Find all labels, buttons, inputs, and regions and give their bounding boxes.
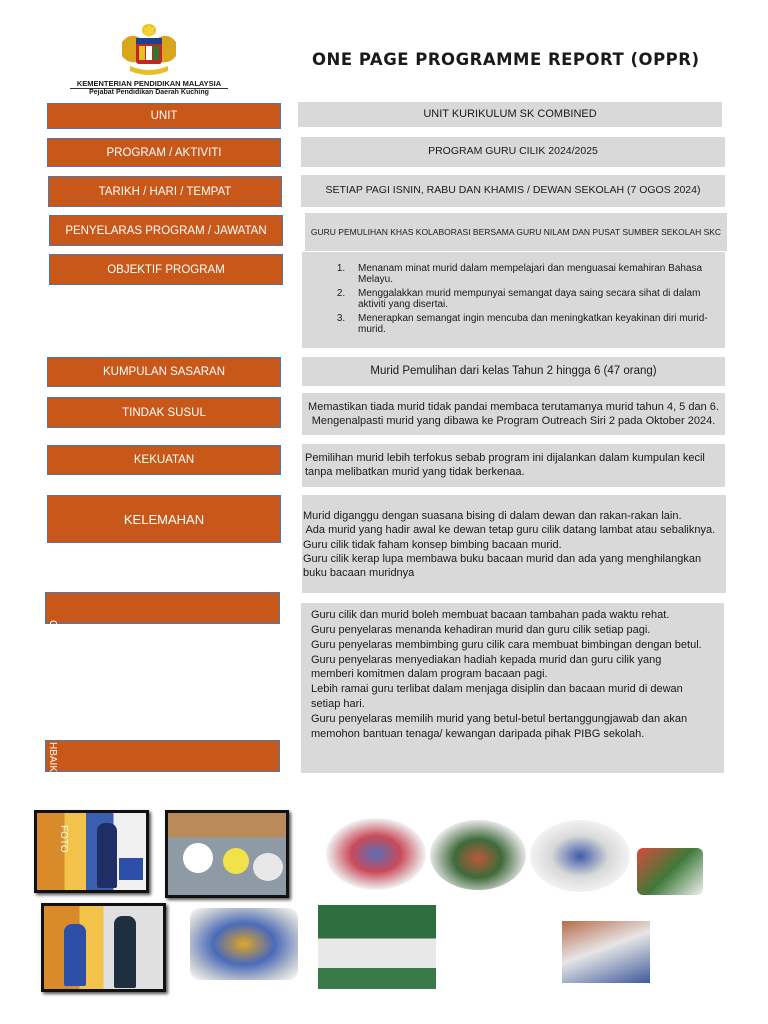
student-shape	[223, 848, 249, 874]
ministry-name: KEMENTERIAN PENDIDIKAN MALAYSIA	[76, 79, 222, 88]
activity-photo	[165, 810, 289, 898]
kelemahan-line: Murid diganggu dengan suasana bising di dalam dewan dan rakan-rakan lain.	[303, 510, 682, 522]
objektif-label: OBJEKTIF PROGRAM	[49, 254, 283, 285]
activity-photo	[190, 908, 298, 980]
kelemahan-line: Guru cilik tidak faham konsep bimbing bacaan murid.	[303, 538, 562, 551]
program-label: PROGRAM / AKTIVITI	[47, 138, 281, 167]
tindak-line: Memastikan tiada murid tidak pandai membaca terutamanya murid tahun 4, 5 dan 6.	[308, 400, 719, 413]
person-shape	[97, 823, 117, 888]
cadangan-line: Guru penyelaras menyediakan hadiah kepada murid dan guru cilik yang memberi komitmen dalam program bacaan pagi.	[311, 653, 662, 681]
kelemahan-box	[302, 495, 726, 593]
cadangan-line: Guru penyelaras menanda kehadiran murid dan guru cilik setiap pagi.	[311, 623, 651, 636]
cadangan-label-bottom	[45, 740, 280, 772]
page-title: ONE PAGE PROGRAMME REPORT (OPPR)	[312, 50, 700, 69]
kumpulan-label: KUMPULAN SASARAN	[47, 357, 281, 387]
office-name: Pejabat Pendidikan Daerah Kuching	[89, 89, 209, 96]
kekuatan-label: KEKUATAN	[47, 445, 281, 475]
unit-value: UNIT KURIKULUM SK COMBINED	[298, 102, 722, 127]
program-value: PROGRAM GURU CILIK 2024/2025	[301, 137, 725, 167]
student-shape	[253, 853, 283, 881]
penyelaras-label: PENYELARAS PROGRAM / JAWATAN	[49, 215, 283, 246]
kelemahan-label: KELEMAHAN	[47, 495, 281, 543]
unit-label: UNIT	[47, 103, 281, 129]
activity-photo	[34, 810, 149, 893]
person-shape	[64, 924, 86, 986]
cadangan-label-strip-2	[45, 740, 57, 780]
cadangan-line: Lebih ramai guru terlibat dalam menjaga disiplin dan bacaan murid di dewan setiap hari.	[311, 683, 683, 711]
activity-photo	[530, 820, 630, 892]
cadangan-label-text-2: HBAIKA	[47, 742, 58, 779]
activity-photo	[318, 905, 436, 989]
kelemahan-line: Ada murid yang hadir awal ke dewan tetap guru cilik datang lambat atau sebaliknya.	[303, 524, 716, 537]
cadangan-box	[301, 603, 724, 773]
objektif-box	[302, 252, 725, 348]
activity-photo	[41, 903, 166, 992]
cadangan-label-top	[45, 592, 280, 624]
kelemahan-line: Guru cilik kerap lupa membawa buku bacaan murid dan ada yang menghilangkan buku bacaan muridnya	[303, 552, 702, 580]
tarikh-value: SETIAP PAGI ISNIN, RABU DAN KHAMIS / DEWAN SEKOLAH (7 OGOS 2024)	[301, 175, 725, 207]
activity-photo	[637, 848, 703, 895]
kumpulan-value: Murid Pemulihan dari kelas Tahun 2 hingga 6 (47 orang)	[302, 357, 725, 386]
foto-strip	[57, 825, 67, 885]
cadangan-label-text: C	[47, 620, 58, 628]
cadangan-line: Guru cilik dan murid boleh membuat bacaan tambahan pada waktu rehat.	[311, 609, 670, 621]
tindak-label: TINDAK SUSUL	[47, 397, 281, 428]
kekuatan-value: Pemilihan murid lebih terfokus sebab program ini dijalankan dalam kumpulan kecil tanpa melibatkan murid yang tidak berkenaa.	[302, 444, 725, 487]
chair-shape	[119, 858, 143, 880]
activity-photo	[562, 921, 650, 983]
activity-photo	[430, 820, 526, 890]
cadangan-line: Guru penyelaras membimbing guru cilik cara membuat bimbingan dengan betul.	[311, 638, 702, 651]
objektif-item: 2. Menggalakkan murid mempunyai semangat daya saing secara sihat di dalam aktiviti yang disertai.	[348, 288, 725, 311]
penyelaras-value: GURU PEMULIHAN KHAS KOLABORASI BERSAMA GURU NILAM DAN PUSAT SUMBER SEKOLAH SKC	[305, 213, 727, 251]
foto-label: FOTO	[58, 825, 69, 853]
tindak-box	[302, 393, 725, 435]
activity-photo	[326, 818, 426, 890]
person-shape	[114, 916, 136, 988]
objektif-item: 1. Menanam minat murid dalam mempelajari dan menguasai kemahiran Bahasa Melayu.	[348, 263, 725, 286]
objektif-list	[302, 263, 725, 338]
tarikh-label: TARIKH / HARI / TEMPAT	[48, 176, 282, 207]
ministry-logo	[112, 22, 186, 78]
tindak-line: Mengenalpasti murid yang dibawa ke Program Outreach Siri 2 pada Oktober 2024.	[311, 415, 716, 427]
cadangan-line: Guru penyelaras memilih murid yang betul-betul bertanggungjawab dan akan memohon bantuan tenaga/ kewangan daripada pihak PIBG sekolah.	[311, 712, 688, 740]
student-shape	[183, 843, 213, 873]
objektif-item: 3. Menerapkan semangat ingin mencuba dan meningkatkan keyakinan diri murid-murid.	[348, 313, 725, 336]
